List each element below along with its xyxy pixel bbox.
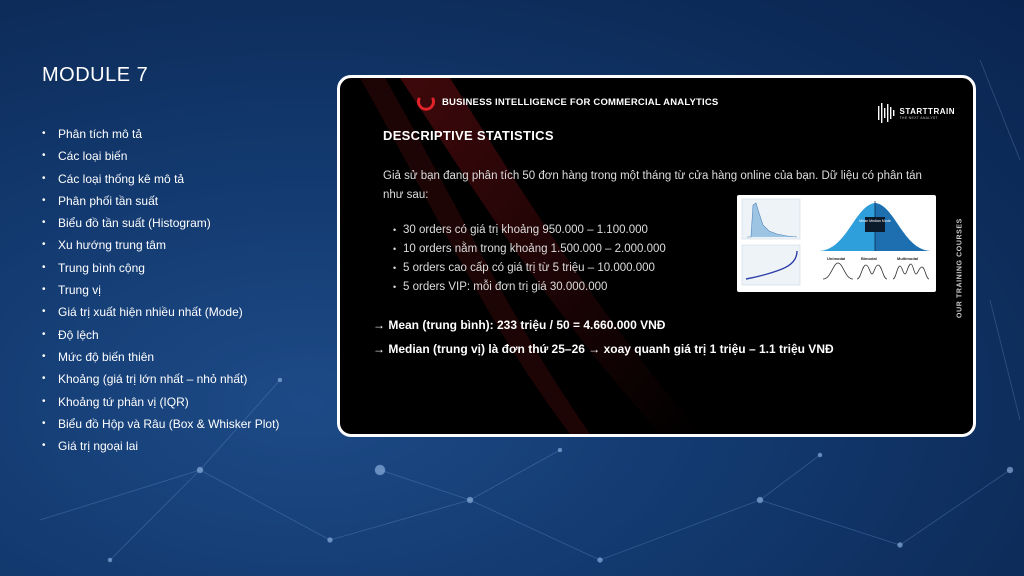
brand-name: STARTTRAIN xyxy=(899,106,955,116)
order-item: • 5 orders cao cấp có giá trị từ 5 triệu – 10.000.000 xyxy=(383,259,666,278)
order-item: • 30 orders có giá trị khoảng 950.000 – 1.100.000 xyxy=(383,221,666,240)
topic-item: • Xu hướng trung tâm xyxy=(42,234,342,256)
topic-item: • Khoảng (giá trị lớn nhất – nhỏ nhất) xyxy=(42,368,342,390)
starttrain-logo-icon xyxy=(877,102,895,124)
median-result: → Median (trung vị) là đơn thứ 25–26 → xoay quanh giá trị 1 triệu – 1.1 triệu VNĐ xyxy=(373,342,834,356)
topic-item: • Giá trị xuất hiện nhiều nhất (Mode) xyxy=(42,301,342,323)
ring-logo-icon xyxy=(416,92,436,112)
side-label xyxy=(953,203,967,333)
order-item: • 10 orders nằm trong khoảng 1.500.000 – 2.000.000 xyxy=(383,240,666,259)
order-item: • 5 orders VIP: mỗi đơn trị giá 30.000.000 xyxy=(383,278,666,297)
course-banner xyxy=(416,92,718,112)
topic-item: • Trung vị xyxy=(42,279,342,301)
topic-item: • Biểu đồ tần suất (Histogram) xyxy=(42,212,342,234)
slide-card xyxy=(337,75,976,437)
topic-item: • Khoảng tứ phân vị (IQR) xyxy=(42,391,342,413)
topic-item: • Các loại biến xyxy=(42,145,342,167)
slide-heading: DESCRIPTIVE STATISTICS xyxy=(383,128,554,143)
brand-logo xyxy=(877,102,955,124)
course-title: BUSINESS INTELLIGENCE FOR COMMERCIAL ANALYTICS xyxy=(442,96,719,108)
topic-item: • Phân phối tần suất xyxy=(42,190,342,212)
topic-item: • Giá trị ngoại lai xyxy=(42,435,342,457)
unimodal-label: Unimodal xyxy=(827,256,846,261)
distribution-illustration xyxy=(737,195,936,292)
center-label: Mean Median Mode xyxy=(859,219,891,223)
histogram-thumbnail xyxy=(742,199,800,239)
topic-item: • Mức độ biến thiên xyxy=(42,346,342,368)
order-list xyxy=(383,221,666,297)
mean-result: → Mean (trung bình): 233 triệu / 50 = 4.660.000 VNĐ xyxy=(373,318,666,332)
brand-tagline: THE NEXT ANALYST xyxy=(899,115,938,120)
topic-item: • Các loại thống kê mô tả xyxy=(42,168,342,190)
topic-item: • Độ lệch xyxy=(42,324,342,346)
module-panel xyxy=(42,64,342,457)
multimodal-label: Multimodal xyxy=(897,256,919,261)
module-title: MODULE 7 xyxy=(42,64,149,86)
topic-item: • Biểu đồ Hộp và Râu (Box & Whisker Plot) xyxy=(42,413,342,435)
bimodal-label: Bimodal xyxy=(861,256,877,261)
training-courses-label: OUR TRAINING COURSES xyxy=(956,218,964,318)
topic-list xyxy=(42,123,342,457)
bell-curve-illustration xyxy=(819,201,931,251)
topic-item: • Phân tích mô tả xyxy=(42,123,342,145)
distribution-figure xyxy=(737,195,936,292)
modality-examples xyxy=(823,256,929,279)
line-chart-thumbnail xyxy=(742,245,800,285)
topic-item: • Trung bình cộng xyxy=(42,257,342,279)
intro-paragraph: Giả sử bạn đang phân tích 50 đơn hàng trong một tháng từ cửa hàng online của bạn. Dữ liệu có phân tán như sau: xyxy=(383,170,922,201)
